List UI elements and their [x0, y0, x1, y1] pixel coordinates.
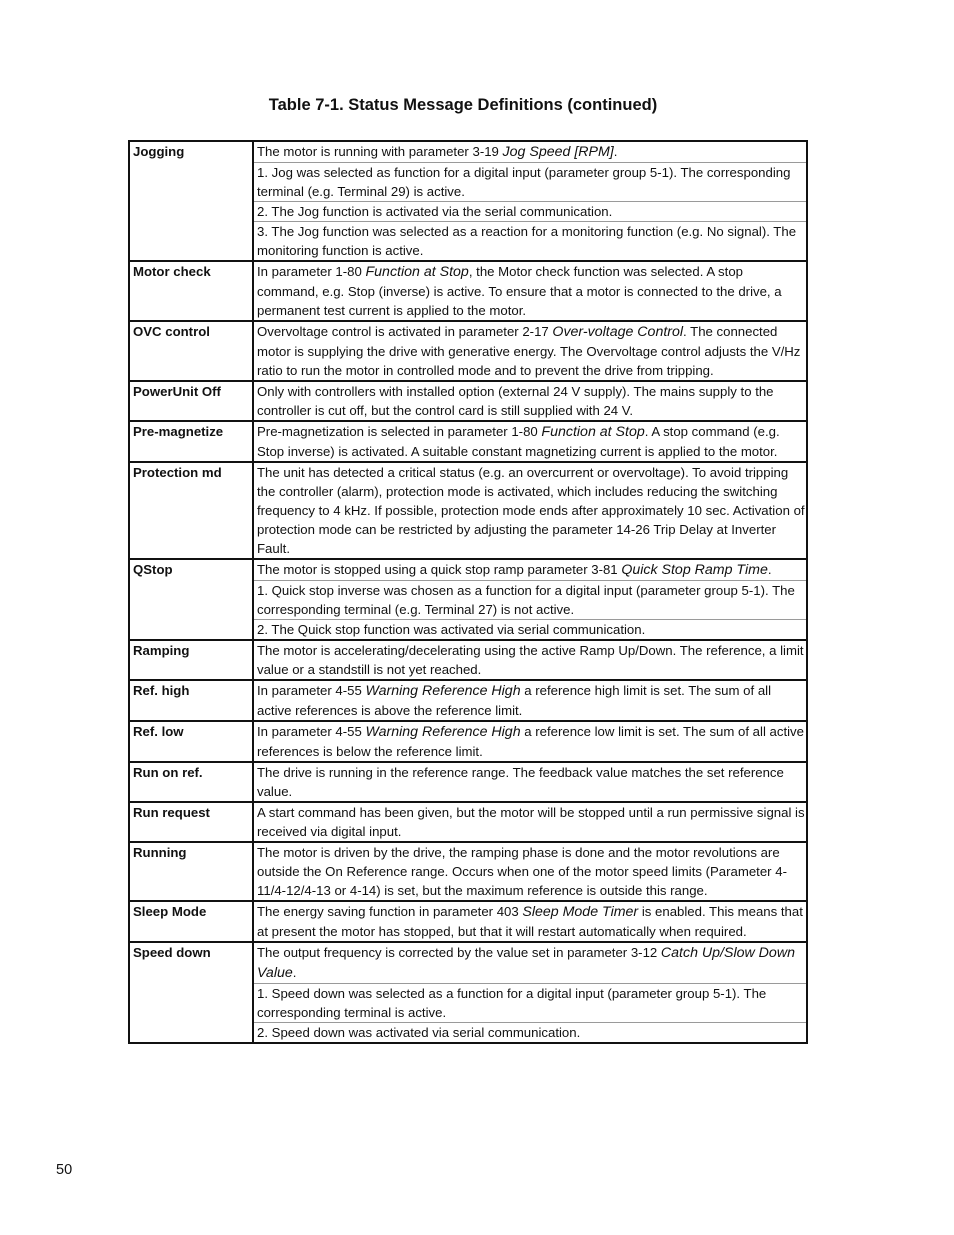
- definition-text: The unit has detected a critical status (e.g. an overcurrent or overvoltage). To avoid tripping the controller (alarm), protection mode is activated, which includes reducing the switching frequency to 4 kHz. If possible, protection mode ends after approximately 10 sec. Activation of protection mode can be restricted by adjusting the parameter 14-26 Trip Delay at Inverter Fault.: [257, 465, 805, 556]
- status-term: PowerUnit Off: [129, 381, 253, 421]
- status-definition: [253, 321, 807, 381]
- table-row: [129, 559, 807, 640]
- table-row: [129, 462, 807, 559]
- status-term: Running: [129, 842, 253, 901]
- status-term: Ref. high: [129, 680, 253, 721]
- status-definition: [253, 559, 807, 640]
- table-row: [129, 680, 807, 721]
- status-definition: [253, 680, 807, 721]
- page-number: 50: [56, 1162, 73, 1178]
- status-definition: [253, 141, 807, 261]
- definition-text: . The connected motor is supplying the drive with generative energy. The Overvoltage control adjusts the V/Hz ratio to run the motor in controlled mode and to prevent the drive from tripping.: [257, 324, 801, 378]
- definition-line: [254, 221, 806, 260]
- definition-text: The energy saving function in parameter 403: [257, 904, 523, 919]
- definition-line: [254, 943, 806, 983]
- definition-text: 2. The Quick stop function was activated via serial communication.: [257, 622, 646, 637]
- status-term: Sleep Mode: [129, 901, 253, 942]
- status-term: Jogging: [129, 141, 253, 261]
- definition-text: , the Motor check function was selected. A stop command, e.g. Stop (inverse) is active. To ensure that a motor is connected to the drive, a permanent test current is applied to the motor.: [257, 264, 782, 318]
- definition-text: The drive is running in the reference range. The feedback value matches the set reference value.: [257, 765, 784, 799]
- definition-line: [254, 983, 806, 1022]
- definition-text: The motor is accelerating/decelerating using the active Ramp Up/Down. The reference, a limit value or a standstill is not yet reached.: [257, 643, 804, 677]
- parameter-name: Sleep Mode Timer: [522, 904, 639, 920]
- status-term: Protection md: [129, 462, 253, 559]
- definition-text: .: [613, 144, 618, 159]
- status-term: OVC control: [129, 321, 253, 381]
- parameter-name: Warning Reference High: [365, 724, 521, 740]
- definition-text: A start command has been given, but the motor will be stopped until a run permissive signal is received via digital input.: [257, 805, 805, 839]
- definition-text: In parameter 4-55: [257, 724, 366, 739]
- definition-line: [254, 382, 806, 420]
- status-definition: [253, 421, 807, 462]
- definition-line: [254, 619, 806, 639]
- status-term: Ramping: [129, 640, 253, 680]
- definition-line: [254, 641, 806, 679]
- definition-text: The motor is running with parameter 3-19: [257, 144, 503, 159]
- definition-line: [254, 902, 806, 941]
- definition-line: [254, 262, 806, 320]
- definition-line: [254, 422, 806, 461]
- table-row: [129, 842, 807, 901]
- definition-text: The output frequency is corrected by the value set in parameter 3-12: [257, 945, 661, 960]
- status-term: Speed down: [129, 942, 253, 1043]
- status-definition: [253, 802, 807, 842]
- definition-text: 3. The Jog function was selected as a reaction for a monitoring function (e.g. No signal). The monitoring function is active.: [257, 224, 797, 258]
- definition-text: Pre-magnetization is selected in parameter 1-80: [257, 424, 542, 439]
- definition-text: is enabled. This means that at present the motor has stopped, but that it will restart automatically when required.: [257, 904, 803, 939]
- definition-text: a reference low limit is set. The sum of all active references is below the reference limit.: [257, 724, 804, 759]
- definition-text: 2. Speed down was activated via serial communication.: [257, 1025, 581, 1040]
- table-row: [129, 640, 807, 680]
- definition-line: [254, 162, 806, 201]
- status-term: Ref. low: [129, 721, 253, 762]
- parameter-name: Warning Reference High: [365, 683, 521, 699]
- status-term: Run request: [129, 802, 253, 842]
- definition-line: [254, 803, 806, 841]
- status-definition: [253, 842, 807, 901]
- definition-text: The motor is driven by the drive, the ramping phase is done and the motor revolutions are outside the On Reference range. Occurs when one of the motor speed limits (Parameter 4-11/4-12/4-13 or 4-14) is set, but the maximum reference is outside this range.: [257, 845, 787, 898]
- definition-text: a reference high limit is set. The sum of all active references is above the reference limit.: [257, 683, 772, 718]
- definition-line: [254, 463, 806, 558]
- table-row: [129, 381, 807, 421]
- status-definition: [253, 462, 807, 559]
- table-row: [129, 762, 807, 802]
- definition-line: [254, 560, 806, 580]
- table-row: [129, 321, 807, 381]
- definition-text: Overvoltage control is activated in parameter 2-17: [257, 324, 553, 339]
- table-row: [129, 141, 807, 261]
- status-definition: [253, 381, 807, 421]
- parameter-name: Quick Stop Ramp Time: [621, 562, 768, 578]
- status-definition: [253, 762, 807, 802]
- definition-line: [254, 681, 806, 720]
- status-definition: [253, 901, 807, 942]
- definition-text: .: [292, 965, 297, 980]
- definition-line: [254, 580, 806, 619]
- definition-text: In parameter 4-55: [257, 683, 366, 698]
- status-message-table: [128, 140, 808, 1044]
- status-term: Motor check: [129, 261, 253, 321]
- definition-line: [254, 201, 806, 221]
- parameter-name: Jog Speed [RPM]: [502, 144, 614, 160]
- parameter-name: Over-voltage Control: [552, 324, 684, 340]
- definition-text: .: [767, 562, 772, 577]
- definition-text: 1. Speed down was selected as a function for a digital input (parameter group 5-1). The corresponding terminal is active.: [257, 986, 767, 1020]
- definition-line: [254, 843, 806, 900]
- table-body: [129, 141, 807, 1043]
- definition-line: [254, 722, 806, 761]
- table-row: [129, 721, 807, 762]
- table-row: [129, 942, 807, 1043]
- parameter-name: Function at Stop: [541, 424, 645, 440]
- definition-text: Only with controllers with installed option (external 24 V supply). The mains supply to the controller is cut off, but the control card is still supplied with 24 V.: [257, 384, 774, 418]
- status-definition: [253, 261, 807, 321]
- status-definition: [253, 721, 807, 762]
- parameter-name: Catch Up/Slow Down Value: [257, 945, 795, 981]
- definition-text: 2. The Jog function is activated via the serial communication.: [257, 204, 613, 219]
- table-row: [129, 261, 807, 321]
- definition-line: [254, 1022, 806, 1042]
- definition-line: [254, 142, 806, 162]
- definition-text: In parameter 1-80: [257, 264, 366, 279]
- definition-text: 1. Quick stop inverse was chosen as a function for a digital input (parameter group 5-1). The corresponding terminal (e.g. Terminal 27) is not active.: [257, 583, 795, 617]
- parameter-name: Function at Stop: [365, 264, 469, 280]
- definition-line: [254, 763, 806, 801]
- definition-line: [254, 322, 806, 380]
- definition-text: The motor is stopped using a quick stop ramp parameter 3-81: [257, 562, 622, 577]
- status-term: QStop: [129, 559, 253, 640]
- table-row: [129, 901, 807, 942]
- table-row: [129, 802, 807, 842]
- table-row: [129, 421, 807, 462]
- status-definition: [253, 640, 807, 680]
- status-term: Pre-magnetize: [129, 421, 253, 462]
- definition-text: 1. Jog was selected as function for a digital input (parameter group 5-1). The corresponding terminal (e.g. Terminal 29) is active.: [257, 165, 791, 199]
- page-title: Table 7-1. Status Message Definitions (continued): [268, 96, 658, 114]
- definition-text: . A stop command (e.g. Stop inverse) is activated. A suitable constant magnetizing current is applied to the motor.: [257, 424, 780, 459]
- status-definition: [253, 942, 807, 1043]
- status-term: Run on ref.: [129, 762, 253, 802]
